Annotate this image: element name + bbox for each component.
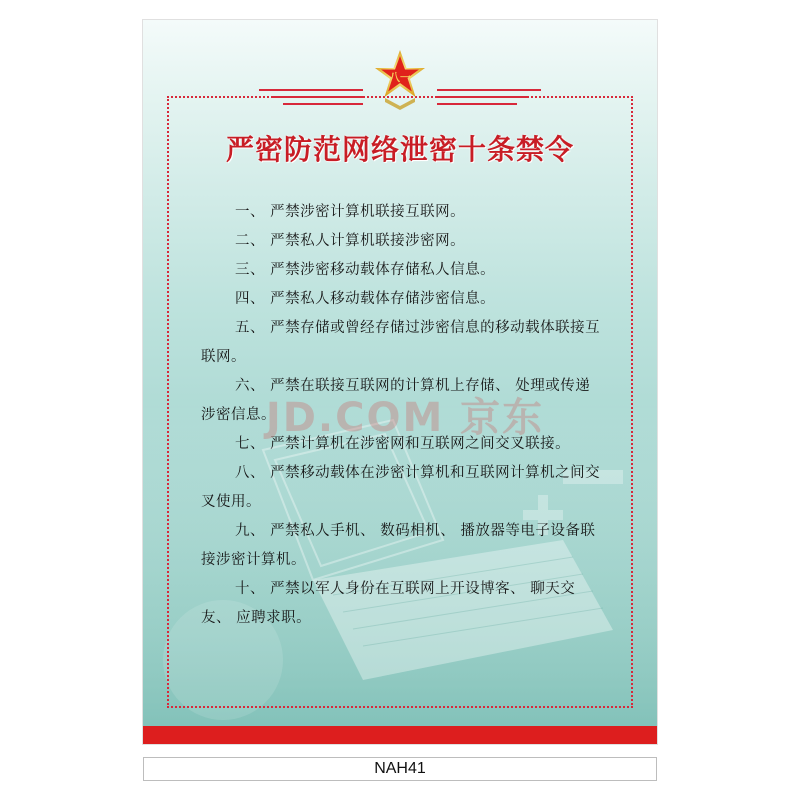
rule-item: 八、 严禁移动载体在涉密计算机和互联网计算机之间交叉使用。 [201, 465, 601, 510]
rule-item: 三、 严禁涉密移动载体存储私人信息。 [235, 262, 496, 278]
product-code-label: NAH41 [143, 757, 657, 781]
svg-text:八一: 八一 [389, 71, 411, 84]
rule-item: 六、 严禁在联接互联网的计算机上存储、 处理或传递涉密信息。 [201, 378, 591, 423]
page-title: 严密防范网络泄密十条禁令 [225, 133, 574, 166]
rule-item: 二、 严禁私人计算机联接涉密网。 [235, 233, 466, 249]
rule-item: 四、 严禁私人移动载体存储涉密信息。 [235, 291, 496, 307]
rule-item: 七、 严禁计算机在涉密网和互联网之间交叉联接。 [235, 436, 571, 452]
store-watermark: JD.COM 京东 [265, 395, 545, 441]
poster [143, 20, 657, 744]
rule-item: 一、 严禁涉密计算机联接互联网。 [235, 204, 466, 220]
rule-item: 九、 严禁私人手机、 数码相机、 播放器等电子设备联接涉密计算机。 [201, 523, 596, 568]
bottom-red-band [143, 726, 657, 744]
red-star-emblem-icon [375, 48, 425, 110]
rule-item: 十、 严禁以军人身份在互联网上开设博客、 聊天交友、 应聘求职。 [201, 581, 576, 626]
rule-item: 五、 严禁存储或曾经存储过涉密信息的移动载体联接互联网。 [201, 320, 601, 365]
